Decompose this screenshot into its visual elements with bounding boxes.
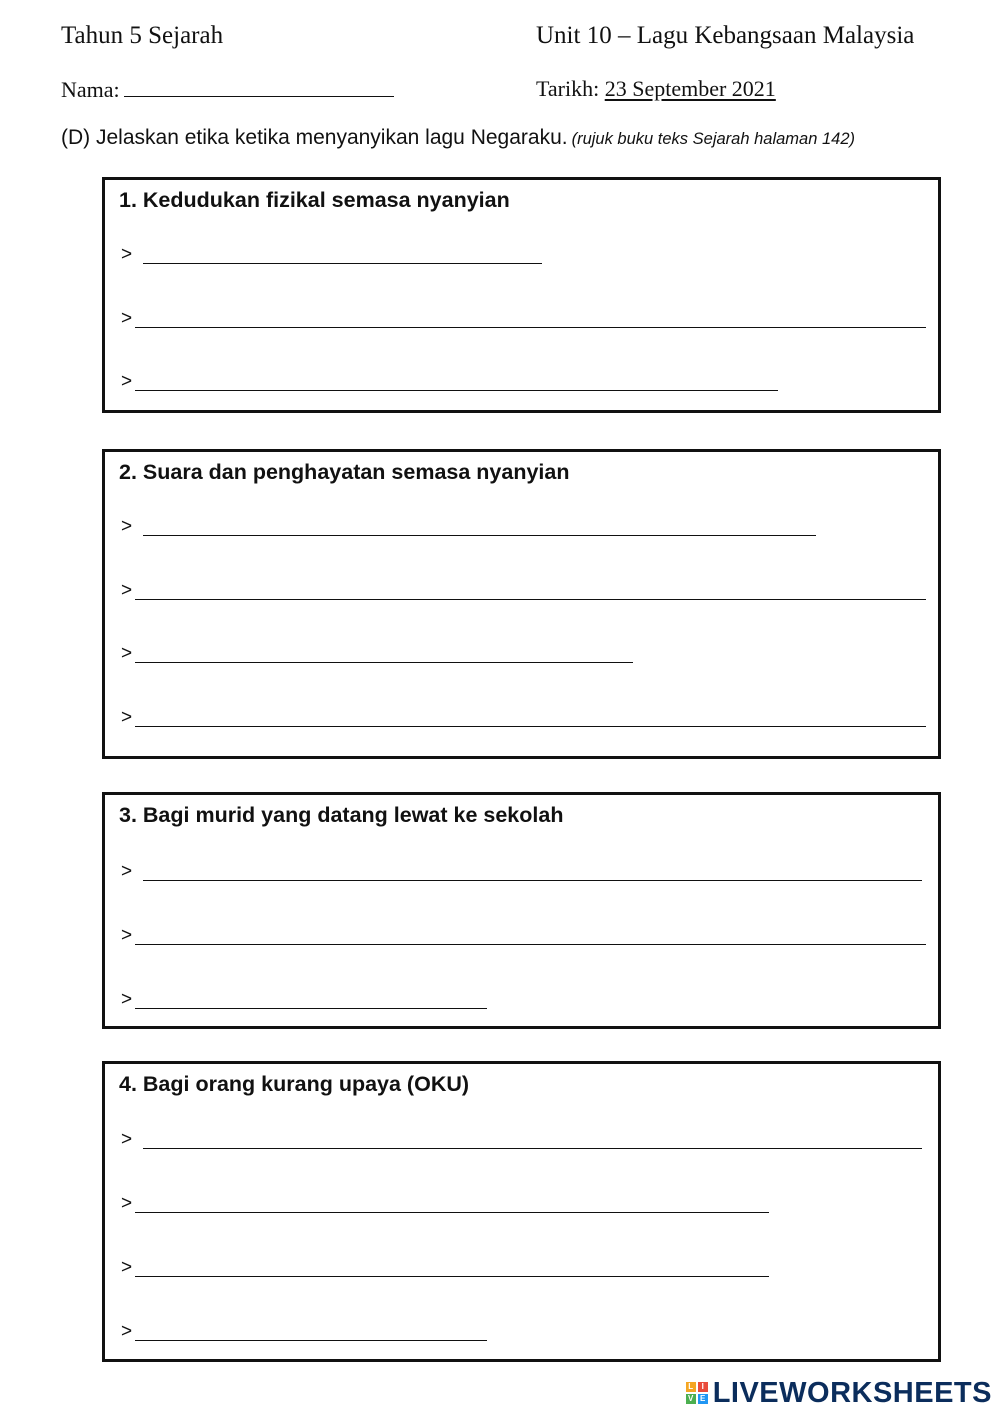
answer-line[interactable] <box>135 1210 769 1213</box>
answer-line[interactable] <box>143 1146 922 1149</box>
answer-line[interactable] <box>135 597 926 600</box>
date-field <box>536 76 776 102</box>
answer-marker: > <box>121 371 133 392</box>
logo-letter: V <box>686 1394 696 1404</box>
instruction-reference: (rujuk buku teks Sejarah halaman 142) <box>571 130 856 148</box>
answer-line[interactable] <box>135 1006 487 1009</box>
answer-marker: > <box>121 1257 133 1278</box>
answer-marker: > <box>121 1129 133 1150</box>
section-box-3 <box>102 792 941 1029</box>
answer-marker: > <box>121 244 133 265</box>
answer-marker: > <box>121 861 133 882</box>
section-title: 4. Bagi orang kurang upaya (OKU) <box>119 1072 470 1096</box>
unit-title: Unit 10 – Lagu Kebangsaan Malaysia <box>536 22 915 49</box>
name-label: Nama: <box>61 77 120 102</box>
answer-line[interactable] <box>135 660 633 663</box>
section-box-2 <box>102 449 941 759</box>
answer-marker: > <box>121 308 133 329</box>
logo-letter: E <box>698 1394 708 1404</box>
answer-line[interactable] <box>143 261 542 264</box>
section-box-1 <box>102 177 941 413</box>
answer-line[interactable] <box>135 1338 487 1341</box>
section-title: 3. Bagi murid yang datang lewat ke sekolah <box>119 803 564 827</box>
liveworksheets-brand[interactable] <box>686 1376 992 1410</box>
answer-marker: > <box>121 989 133 1010</box>
answer-line[interactable] <box>143 878 922 881</box>
answer-marker: > <box>121 580 133 601</box>
answer-marker: > <box>121 925 133 946</box>
section-box-4 <box>102 1061 941 1362</box>
name-input-line[interactable] <box>124 76 394 97</box>
name-field <box>61 76 394 103</box>
answer-line[interactable] <box>143 533 816 536</box>
answer-line[interactable] <box>135 325 926 328</box>
instruction-text: (D) Jelaskan etika ketika menyanyikan lagu Negaraku. <box>61 126 568 149</box>
answer-line[interactable] <box>135 724 926 727</box>
logo-letter: I <box>698 1382 708 1392</box>
subject-title: Tahun 5 Sejarah <box>61 22 224 49</box>
instruction <box>61 126 855 150</box>
answer-marker: > <box>121 643 133 664</box>
answer-marker: > <box>121 707 133 728</box>
section-title: 1. Kedudukan fizikal semasa nyanyian <box>119 188 510 212</box>
brand-name: LIVEWORKSHEETS <box>712 1376 992 1409</box>
answer-line[interactable] <box>135 388 778 391</box>
date-value: 23 September 2021 <box>604 76 776 101</box>
answer-marker: > <box>121 516 133 537</box>
answer-marker: > <box>121 1193 133 1214</box>
logo-letter: L <box>686 1382 696 1392</box>
answer-marker: > <box>121 1321 133 1342</box>
answer-line[interactable] <box>135 942 926 945</box>
section-title: 2. Suara dan penghayatan semasa nyanyian <box>119 460 570 484</box>
liveworksheets-logo-icon <box>686 1382 708 1404</box>
date-label: Tarikh: <box>536 76 600 101</box>
answer-line[interactable] <box>135 1274 769 1277</box>
